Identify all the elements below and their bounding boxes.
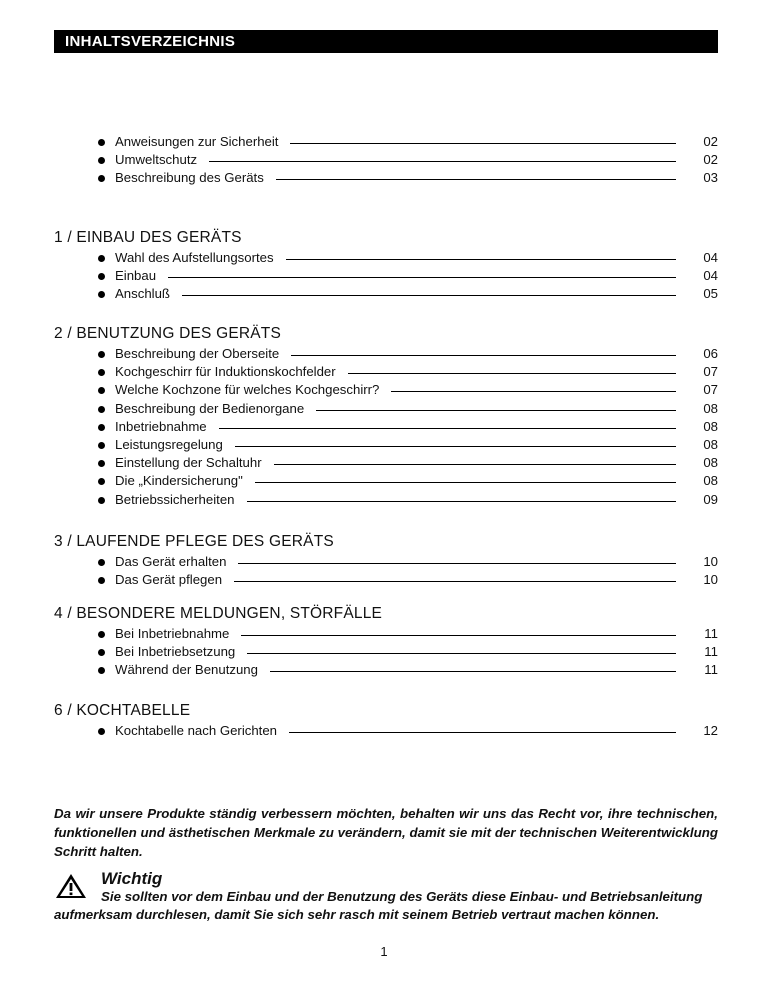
toc-entry-label: Wahl des Aufstellungsortes xyxy=(115,250,274,265)
toc-entry xyxy=(54,363,718,381)
toc-entry xyxy=(54,249,718,267)
bullet-icon xyxy=(98,351,105,358)
toc-entry-page: 04 xyxy=(703,268,718,284)
toc-entry-label: Einstellung der Schaltuhr xyxy=(115,455,262,471)
toc-entry-page: 11 xyxy=(704,662,718,678)
leader-line xyxy=(219,428,676,429)
toc-entry-label: Beschreibung der Bedienorgane xyxy=(115,400,305,416)
toc-section-stoerfaelle xyxy=(54,605,718,680)
toc-entry-label: Einbau xyxy=(115,268,157,284)
leader-line xyxy=(247,501,676,502)
toc-entry xyxy=(54,472,718,490)
leader-line xyxy=(391,391,676,392)
bullet-icon xyxy=(98,577,105,584)
bullet-icon xyxy=(98,460,105,467)
header-title: INHALTSVERZEICHNIS xyxy=(65,33,236,50)
leader-line xyxy=(247,653,676,654)
leader-line xyxy=(274,464,676,465)
toc-entry-page: 08 xyxy=(703,455,718,471)
toc-entry xyxy=(54,454,718,472)
toc-entry-page: 11 xyxy=(704,626,718,641)
toc-entry-label: Kochgeschirr für Induktionskochfelder xyxy=(115,364,336,380)
toc-entry-page: 08 xyxy=(703,400,718,416)
toc-entry-page: 05 xyxy=(703,286,718,302)
toc-entry-label: Beschreibung der Oberseite xyxy=(115,346,280,361)
toc-entry-label: Während der Benutzung xyxy=(115,662,258,678)
toc-entry-label: Umweltschutz xyxy=(115,152,198,168)
toc-entry xyxy=(54,625,718,643)
toc-entry-label: Anweisungen zur Sicherheit xyxy=(115,134,279,149)
toc-entry-page: 06 xyxy=(703,346,718,361)
section-title: 6 / KOCHTABELLE xyxy=(54,702,191,719)
warning-text: Sie sollten vor dem Einbau und der Benutzung des Geräts diese Einbau- und Betriebsanleitung aufmerksam durchlesen, damit Sie sich sehr rasch mit seinem Betrieb vertraut machen können. xyxy=(54,889,703,922)
bullet-icon xyxy=(98,424,105,431)
bullet-icon xyxy=(98,406,105,413)
page-number: 1 xyxy=(380,944,388,959)
bullet-icon xyxy=(98,649,105,656)
section-title: 1 / EINBAU DES GERÄTS xyxy=(54,229,242,246)
toc-entry-page: 10 xyxy=(703,572,718,588)
leader-line xyxy=(241,635,676,636)
leader-line xyxy=(348,373,676,374)
toc-entry-label: Bei Inbetriebnahme xyxy=(115,626,230,641)
toc-entry xyxy=(54,400,718,418)
bullet-icon xyxy=(98,387,105,394)
leader-line xyxy=(235,446,676,447)
bullet-icon xyxy=(98,559,105,566)
toc-entry-page: 02 xyxy=(703,134,718,149)
bullet-icon xyxy=(98,175,105,182)
toc-entry xyxy=(54,436,718,454)
toc-entry-page: 12 xyxy=(703,723,718,738)
toc-entry-label: Das Gerät pflegen xyxy=(115,572,223,588)
toc-entry-label: Das Gerät erhalten xyxy=(115,554,227,569)
bullet-icon xyxy=(98,139,105,146)
leader-line xyxy=(270,671,676,672)
toc-entry-page: 07 xyxy=(703,382,718,398)
leader-line xyxy=(291,355,676,356)
toc-section-pflege xyxy=(54,533,718,589)
toc-entry xyxy=(54,722,718,740)
toc-entry xyxy=(54,571,718,589)
bullet-icon xyxy=(98,157,105,164)
toc-entry-label: Leistungsregelung xyxy=(115,436,223,452)
toc-entry-label: Anschluß xyxy=(115,286,170,302)
bullet-icon xyxy=(98,255,105,262)
leader-line xyxy=(276,179,676,180)
toc-entry-page: 07 xyxy=(703,364,718,380)
toc-entry-label: Welche Kochzone für welches Kochgeschirr? xyxy=(115,382,380,398)
notice-text: Da wir unsere Produkte ständig verbessern möchten, behalten wir uns das Recht vor, ihre technischen, funktionellen und ästhetischen Merkmale zu verändern, damit sie mit der technischen Weiterentwicklung Schritt halten. xyxy=(54,806,718,859)
toc-entry-page: 08 xyxy=(703,436,718,452)
leader-line xyxy=(289,732,676,733)
bullet-icon xyxy=(98,497,105,504)
bullet-icon xyxy=(98,478,105,485)
page-header xyxy=(54,30,718,53)
bullet-icon xyxy=(98,369,105,376)
leader-line xyxy=(168,277,676,278)
bullet-icon xyxy=(98,273,105,280)
toc-entry-label: Kochtabelle nach Gerichten xyxy=(115,723,278,738)
toc-entry-page: 08 xyxy=(703,473,718,489)
toc-entry xyxy=(54,345,718,363)
toc-entry xyxy=(54,381,718,399)
toc-entry xyxy=(54,133,718,151)
leader-line xyxy=(290,143,676,144)
toc-entry-label: Die „Kindersicherung" xyxy=(115,473,243,489)
toc-entry xyxy=(54,169,718,187)
toc-entry-page: 09 xyxy=(703,491,718,507)
toc-entry xyxy=(54,643,718,661)
toc-entry xyxy=(54,553,718,571)
leader-line xyxy=(316,410,676,411)
bullet-icon xyxy=(98,291,105,298)
toc-entry xyxy=(54,418,718,436)
toc-entry xyxy=(54,285,718,303)
leader-line xyxy=(238,563,676,564)
toc-entry xyxy=(54,661,718,679)
leader-line xyxy=(182,295,676,296)
toc-section-benutzung xyxy=(54,325,718,509)
toc-entry-page: 03 xyxy=(703,170,718,186)
section-title: 4 / BESONDERE MELDUNGEN, STÖRFÄLLE xyxy=(54,605,383,622)
toc-entry-label: Inbetriebnahme xyxy=(115,418,207,434)
leader-line xyxy=(286,259,676,260)
leader-line xyxy=(209,161,676,162)
warning-title: Wichtig xyxy=(101,869,163,888)
toc-entry xyxy=(54,151,718,169)
toc-entry-page: 08 xyxy=(703,418,718,434)
toc-entry xyxy=(54,491,718,509)
section-title: 3 / LAUFENDE PFLEGE DES GERÄTS xyxy=(54,533,334,550)
toc-section-kochtabelle xyxy=(54,702,718,740)
bullet-icon xyxy=(98,442,105,449)
toc-section-einbau xyxy=(54,229,718,304)
toc-entry xyxy=(54,267,718,285)
toc-entry-label: Bei Inbetriebsetzung xyxy=(115,644,236,660)
section-title: 2 / BENUTZUNG DES GERÄTS xyxy=(54,325,281,342)
toc-entry-page: 10 xyxy=(703,554,718,569)
toc-intro xyxy=(54,133,718,188)
leader-line xyxy=(234,581,676,582)
toc-entry-page: 02 xyxy=(703,152,718,168)
bullet-icon xyxy=(98,728,105,735)
toc-entry-label: Beschreibung des Geräts xyxy=(115,170,264,186)
bullet-icon xyxy=(98,631,105,638)
toc-entry-page: 11 xyxy=(704,644,718,660)
leader-line xyxy=(255,482,676,483)
toc-entry-page: 04 xyxy=(703,250,718,265)
toc-entry-label: Betriebssicherheiten xyxy=(115,491,235,507)
bullet-icon xyxy=(98,667,105,674)
